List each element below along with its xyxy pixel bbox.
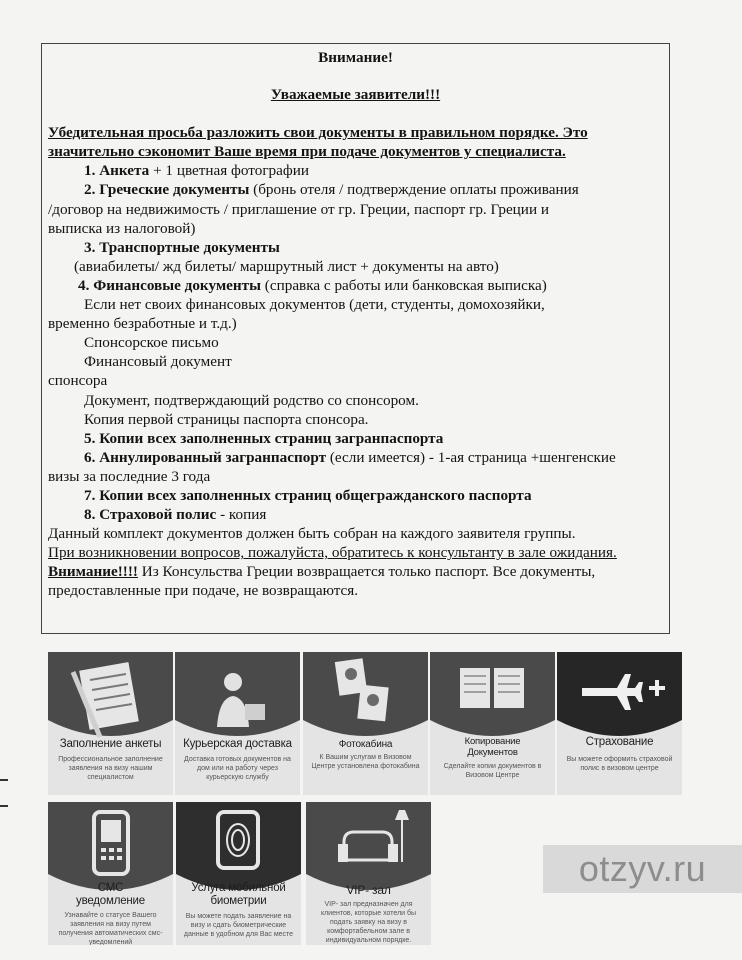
service-tile-copying (430, 652, 555, 795)
service-description: VIP- зал предназначен для клиентов, которые хотели бы подать заявку на визу в комфортабельном зале в индивидуальном порядке. (320, 901, 417, 944)
notice-heading: Внимание! (318, 49, 393, 66)
service-title: Курьерская доставка (183, 738, 292, 750)
item-6-line-2: визы за последние 3 года (48, 467, 211, 485)
notice-intro-line-2: значительно сэкономит Ваше время при подаче документов у специалиста. (48, 143, 566, 161)
item-4-text: (справка с работы или банковская выписка) (261, 276, 547, 294)
service-description: Узнавайте о статусе Вашего заявления на визу путем получения автоматических смс-уведомлений (58, 912, 163, 945)
watermark: otzyv.ru (543, 845, 742, 893)
item-8 (48, 505, 669, 524)
service-title-line-2: Документов (467, 747, 518, 758)
page-edge-mark (0, 805, 8, 807)
service-title: Услуга мобильной (191, 882, 286, 894)
photo-booth-icon (303, 652, 428, 795)
item-1-title: 1. Анкета (84, 162, 150, 180)
notice-subheading: Уважаемые заявители!!! (270, 86, 441, 104)
sponsor-passport-copy: Копия первой страницы паспорта спонсора. (84, 410, 369, 428)
item-4 (48, 276, 669, 295)
item-6-text: (если имеется) - 1-ая страница +шенгенские (326, 448, 616, 466)
warning-line-1 (48, 562, 669, 581)
item-7: 7. Копии всех заполненных страниц общегражданского паспорта (84, 486, 532, 504)
item-8-text: - копия (216, 506, 267, 524)
item-5: 5. Копии всех заполненных страниц загранпаспорта (84, 429, 444, 447)
item-2-text: (бронь отеля / подтверждение оплаты проживания (249, 181, 579, 199)
item-1-text: + 1 цветная фотографии (149, 162, 309, 180)
questions-note: При возникновении вопросов, пожалуйста, обратитесь к консультанту в зале ожидания. (48, 544, 617, 562)
kinship-document: Документ, подтверждающий родство со спонсором. (84, 391, 419, 409)
item-4-line-2: Если нет своих финансовых документов (дети, студенты, домохозяйки, (84, 296, 545, 314)
service-description: Вы можете оформить страховой полис в визовом центре (566, 756, 673, 772)
service-title-line-2: уведомление (76, 895, 145, 907)
item-6-title: 6. Аннулированный загранпаспорт (84, 448, 327, 466)
notice-box (41, 43, 670, 634)
service-title: VIP- зал (346, 883, 391, 897)
service-description: Сделайте копии документов в Визовом Центре (443, 763, 542, 779)
service-title: Заполнение анкеты (59, 738, 162, 750)
warning-line-2: предоставленные при подаче, не возвращаются. (48, 582, 359, 600)
notice-intro-line-1: Убедительная просьба разложить свои документы в правильном порядке. Это (48, 124, 588, 142)
service-title: Копирование (464, 736, 521, 747)
sponsor-word: спонсора (48, 372, 108, 390)
service-tile-mobile-biometrics (176, 802, 301, 945)
group-note: Данный комплект документов должен быть собран на каждого заявителя группы. (48, 525, 576, 543)
item-3-title: 3. Транспортные документы (84, 238, 280, 256)
warning-text: Из Консульства Греции возвращается только паспорт. Все документы, (137, 563, 596, 581)
service-tile-insurance (557, 652, 682, 795)
item-2-title: 2. Греческие документы (84, 181, 250, 199)
service-description: К Вашим услугам в Визовом Центре установлена фотокабина (311, 754, 420, 770)
service-tile-sms (48, 802, 173, 945)
item-4-line-3: временно безработные и т.д.) (48, 315, 237, 333)
service-title: Страхование (585, 736, 654, 748)
item-2-line-2: /договор на недвижимость / приглашение от гр. Греции, паспорт гр. Греции и (48, 200, 549, 218)
sponsor-financial-document: Финансовый документ (84, 353, 232, 371)
service-tile-courier (175, 652, 300, 795)
service-tile-form-filling (48, 652, 173, 795)
service-description: Вы можете подать заявление на визу и сдать биометрические данные в удобном для Вас месте (183, 913, 294, 938)
item-3-details: (авиабилеты/ жд билеты/ маршрутный лист + документы на авто) (74, 257, 499, 275)
item-6 (48, 448, 669, 467)
item-2-line-3: выписка из налоговой) (48, 219, 196, 237)
sponsor-letter: Спонсорское письмо (84, 334, 219, 352)
item-1 (48, 161, 669, 180)
item-4-title: 4. Финансовые документы (78, 276, 261, 294)
item-8-title: 8. Страховой полис (84, 506, 217, 524)
service-description: Профессиональное заполнение заявления на визу нашим специалистом (58, 756, 163, 781)
service-tile-photo-booth (303, 652, 428, 795)
service-tile-vip-hall (306, 802, 431, 945)
service-title-line-2: биометрии (210, 895, 267, 907)
warning-label: Внимание!!!! (48, 563, 138, 581)
airplane-plus-icon (557, 652, 682, 795)
item-2 (48, 180, 669, 199)
page-edge-mark (0, 779, 8, 781)
service-title: СМС (97, 882, 124, 894)
service-title: Фотокабина (338, 739, 393, 750)
service-description: Доставка готовых документов на дом или на работу через курьерскую службу (184, 756, 291, 781)
